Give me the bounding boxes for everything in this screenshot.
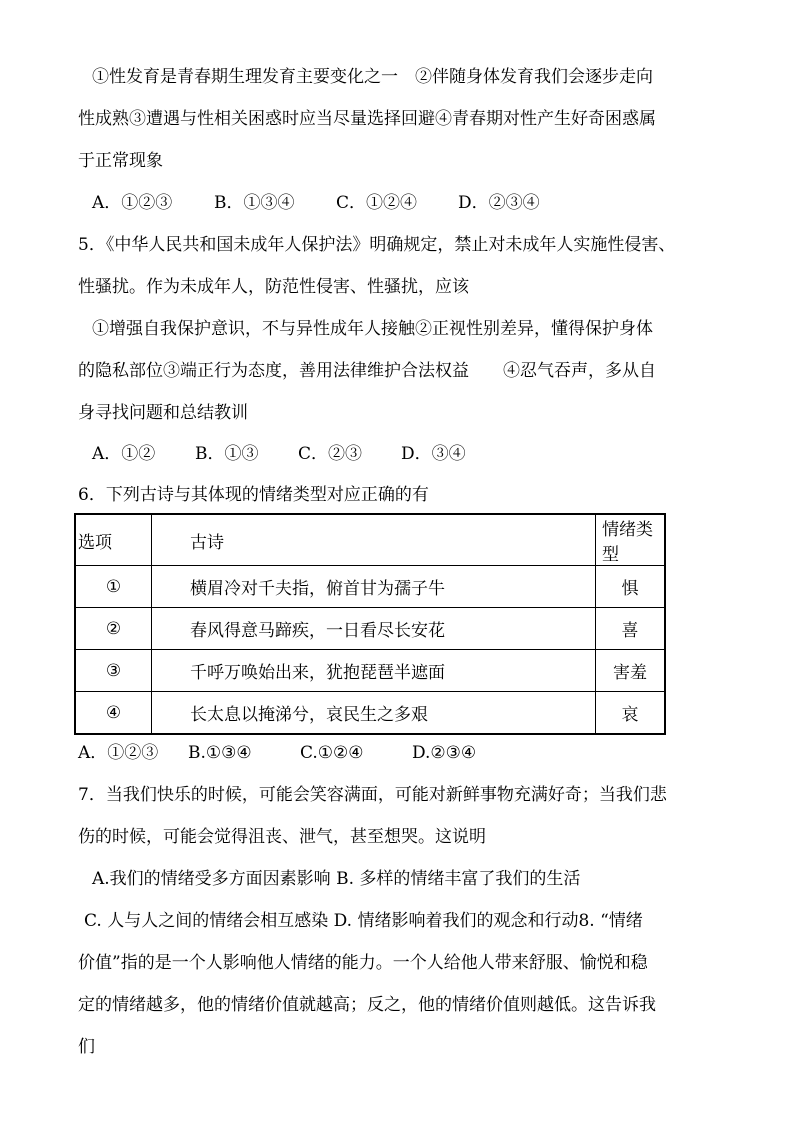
q4-option-d: D．②③④: [458, 193, 540, 213]
q5-statement-line-1: ①增强自我保护意识，不与异性成年人接触②正视性别差异，懂得保护身体: [92, 319, 653, 339]
poem-emotion-table: [74, 513, 666, 735]
header-emotion-type: 情绪类型: [596, 514, 666, 566]
row-poem: 千呼万唤始出来，犹抱琵琶半遮面: [152, 650, 596, 692]
row-option: ②: [75, 608, 152, 650]
header-poem: 古诗: [152, 514, 596, 566]
q5-option-b: B．①③: [195, 444, 259, 464]
q4-option-c: C．①②④: [336, 193, 418, 213]
q6-option-c: C.①②④: [300, 743, 364, 763]
q8-stem-line-2: 定的情绪越多，他的情绪价值就越高；反之，他的情绪价值则越低。这告诉我: [78, 995, 656, 1015]
table-header-row: [75, 514, 665, 566]
q7-stem-line-1: 7．当我们快乐的时候，可能会笑容满面，可能对新鲜事物充满好奇；当我们悲: [78, 785, 667, 805]
q7-options-line-1: A.我们的情绪受多方面因素影响 B. 多样的情绪丰富了我们的生活: [92, 869, 581, 889]
q8-stem-line-1: 价值”指的是一个人影响他人情绪的能力。一个人给他人带来舒服、愉悦和稳: [78, 953, 648, 973]
q4-options: [92, 190, 794, 216]
row-emotion: 惧: [596, 566, 666, 608]
q5-statement-line-2: 的隐私部位③端正行为态度，善用法律维护合法权益 ④忍气吞声，多从自: [78, 361, 656, 381]
q6-option-b: B.①③④: [188, 743, 252, 763]
header-option: 选项: [75, 514, 152, 566]
q4-statement-line-1: ①性发育是青春期生理发育主要变化之一 ②伴随身体发育我们会逐步走向: [92, 67, 653, 87]
row-emotion: 哀: [596, 692, 666, 735]
table-row: [75, 692, 665, 735]
q5-option-d: D．③④: [401, 444, 466, 464]
q4-statement-line-2: 性成熟③遭遇与性相关困惑时应当尽量选择回避④青春期对性产生好奇困惑属: [78, 109, 656, 129]
row-option: ③: [75, 650, 152, 692]
q7-stem-line-2: 伤的时候，可能会觉得沮丧、泄气，甚至想哭。这说明: [78, 827, 486, 847]
q4-statement-line-3: 于正常现象: [78, 151, 163, 171]
q5-statement-line-3: 身寻找问题和总结教训: [78, 403, 248, 423]
row-option: ①: [75, 566, 152, 608]
q6-option-a: A．①②③: [78, 743, 159, 763]
table-row: [75, 650, 665, 692]
table-row: [75, 608, 665, 650]
q4-option-b: B．①③④: [214, 193, 295, 213]
q5-options: [92, 441, 794, 467]
row-poem: 春风得意马蹄疾，一日看尽长安花: [152, 608, 596, 650]
table-row: [75, 566, 665, 608]
q5-stem-line-2: 性骚扰。作为未成年人，防范性侵害、性骚扰，应该: [78, 277, 469, 297]
q8-stem-line-3: 们: [78, 1037, 95, 1057]
row-emotion: 害羞: [596, 650, 666, 692]
q7-options-line-2: C. 人与人之间的情绪会相互感染 D. 情绪影响着我们的观念和行动8. “情绪: [84, 911, 643, 931]
q6-options: [78, 740, 794, 766]
q5-option-a: A．①②: [92, 444, 156, 464]
q6-option-d: D.②③④: [412, 743, 477, 763]
row-poem: 横眉冷对千夫指，俯首甘为孺子牛: [152, 566, 596, 608]
q6-stem: 6．下列古诗与其体现的情绪类型对应正确的有: [78, 485, 429, 505]
q5-option-c: C．②③: [298, 444, 363, 464]
q4-option-a: A．①②③: [92, 193, 173, 213]
row-option: ④: [75, 692, 152, 735]
row-poem: 长太息以掩涕兮，哀民生之多艰: [152, 692, 596, 735]
row-emotion: 喜: [596, 608, 666, 650]
q5-stem-line-1: 5．《中华人民共和国未成年人保护法》明确规定，禁止对未成年人实施性侵害、: [78, 235, 676, 255]
